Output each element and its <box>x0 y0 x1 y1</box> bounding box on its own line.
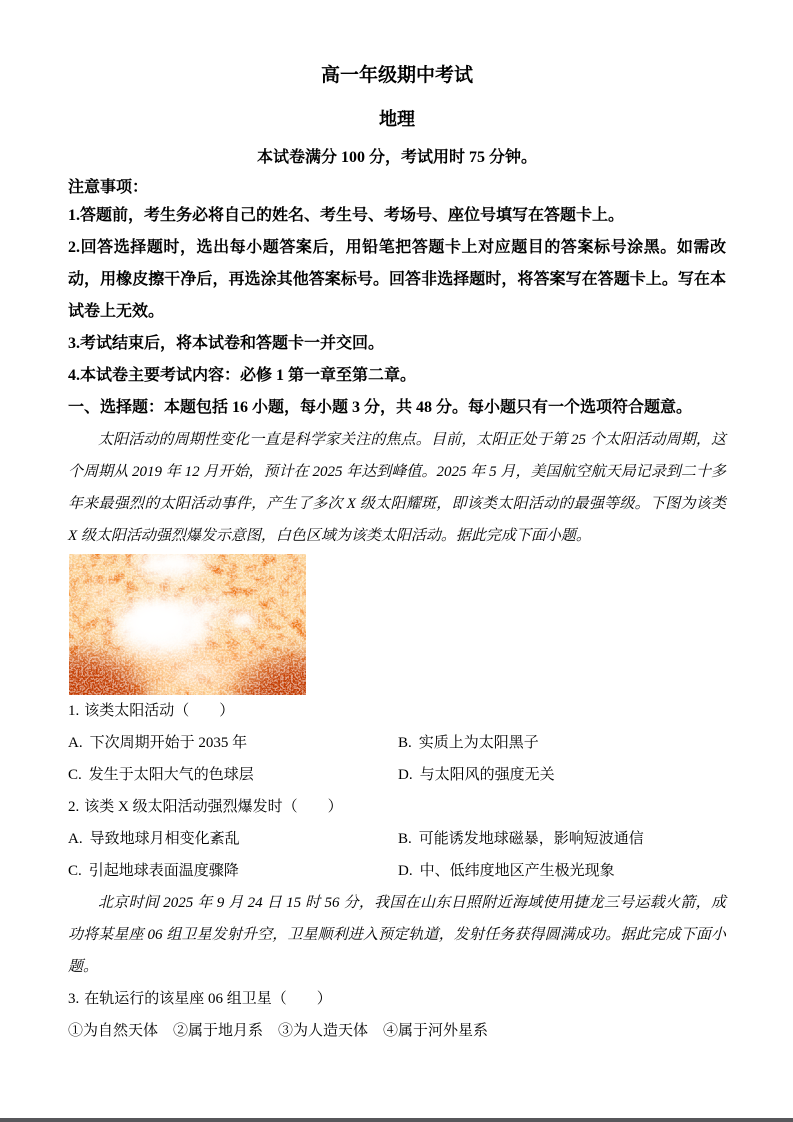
question-3 <box>68 983 726 1047</box>
question-3-numbered-items: ①为自然天体 ②属于地月系 ③为人造天体 ④属于河外星系 <box>68 1023 489 1039</box>
question-text: 该类 X 级太阳活动强烈爆发时（ ） <box>84 799 343 815</box>
option-c <box>68 855 398 887</box>
question-number: 1. <box>68 703 80 719</box>
notice-item-4: 4.本试卷主要考试内容：必修 1 第一章至第二章。 <box>68 367 417 384</box>
option-label: B. <box>398 735 412 751</box>
exam-info-line: 本试卷满分 100 分，考试用时 75 分钟。 <box>256 149 537 166</box>
option-a <box>68 823 398 855</box>
option-label: C. <box>68 863 82 879</box>
option-text: 发生于太阳大气的色球层 <box>88 767 254 783</box>
window-bottom-edge <box>0 1118 793 1122</box>
option-label: B. <box>398 831 412 847</box>
option-c <box>68 759 398 791</box>
exam-title: 高一年级期中考试 <box>320 65 473 86</box>
question-text: 该类太阳活动（ ） <box>84 703 235 719</box>
passage-satellite-launch: 北京时间 2025 年 9 月 24 日 15 时 56 分，我国在山东日照附近海域使用捷龙三号运载火箭，成功将某星座 06 组卫星发射升空，卫星顺利进入预定轨道，发射任务获得圆满成功。据此完成下面小题。 <box>68 895 726 975</box>
question-2-stem <box>68 791 726 823</box>
option-label: D. <box>398 863 413 879</box>
question-3-stem <box>68 983 726 1015</box>
option-label: D. <box>398 767 413 783</box>
question-1-options <box>68 727 726 791</box>
option-text: 中、低纬度地区产生极光现象 <box>419 863 615 879</box>
question-1 <box>68 695 726 791</box>
section-heading: 一、选择题：本题包括 16 小题，每小题 3 分，共 48 分。每小题只有一个选项符合题意。 <box>68 399 693 416</box>
passage-solar-activity: 太阳活动的周期性变化一直是科学家关注的焦点。目前，太阳正处于第 25 个太阳活动周期，这个周期从 2019 年 12 月开始，预计在 2025 年达到峰值。2025 年 5 月，美国航空航天局记录到二十多年来最强烈的太阳活动事件，产生了多次 X 级太阳耀斑，即该类太阳活动的最强等级。下图为该类 X 级太阳活动强烈爆发示意图，白色区域为该类太阳活动。据此完成下面小题。 <box>68 432 726 544</box>
option-label: C. <box>68 767 82 783</box>
option-label: A. <box>68 735 83 751</box>
question-2-options <box>68 823 726 887</box>
exam-subject: 地理 <box>379 109 415 129</box>
option-text: 实质上为太阳黑子 <box>418 735 539 751</box>
option-b <box>398 727 726 759</box>
notice-item-2: 2.回答选择题时，选出每小题答案后，用铅笔把答题卡上对应题目的答案标号涂黑。如需改动，用橡皮擦干净后，再选涂其他答案标号。回答非选择题时，将答案写在答题卡上。写在本试卷上无效。 <box>68 239 726 320</box>
question-text: 在轨运行的该星座 06 组卫星（ ） <box>84 991 332 1007</box>
solar-flare-image <box>69 554 306 695</box>
question-1-stem <box>68 695 726 727</box>
option-text: 下次周期开始于 2035 年 <box>89 735 248 751</box>
question-number: 3. <box>68 991 80 1007</box>
option-text: 与太阳风的强度无关 <box>419 767 555 783</box>
option-label: A. <box>68 831 83 847</box>
option-text: 可能诱发地球磁暴，影响短波通信 <box>418 831 644 847</box>
option-text: 引起地球表面温度骤降 <box>88 863 239 879</box>
option-text: 导致地球月相变化紊乱 <box>89 831 240 847</box>
notice-item-3: 3.考试结束后，将本试卷和答题卡一并交回。 <box>68 335 385 352</box>
question-number: 2. <box>68 799 80 815</box>
option-d <box>398 759 726 791</box>
notice-item-1: 1.答题前，考生务必将自己的姓名、考生号、考场号、座位号填写在答题卡上。 <box>68 207 625 224</box>
option-b <box>398 823 726 855</box>
question-2 <box>68 791 726 887</box>
option-a <box>68 727 398 759</box>
notice-heading: 注意事项： <box>68 179 149 196</box>
option-d <box>398 855 726 887</box>
